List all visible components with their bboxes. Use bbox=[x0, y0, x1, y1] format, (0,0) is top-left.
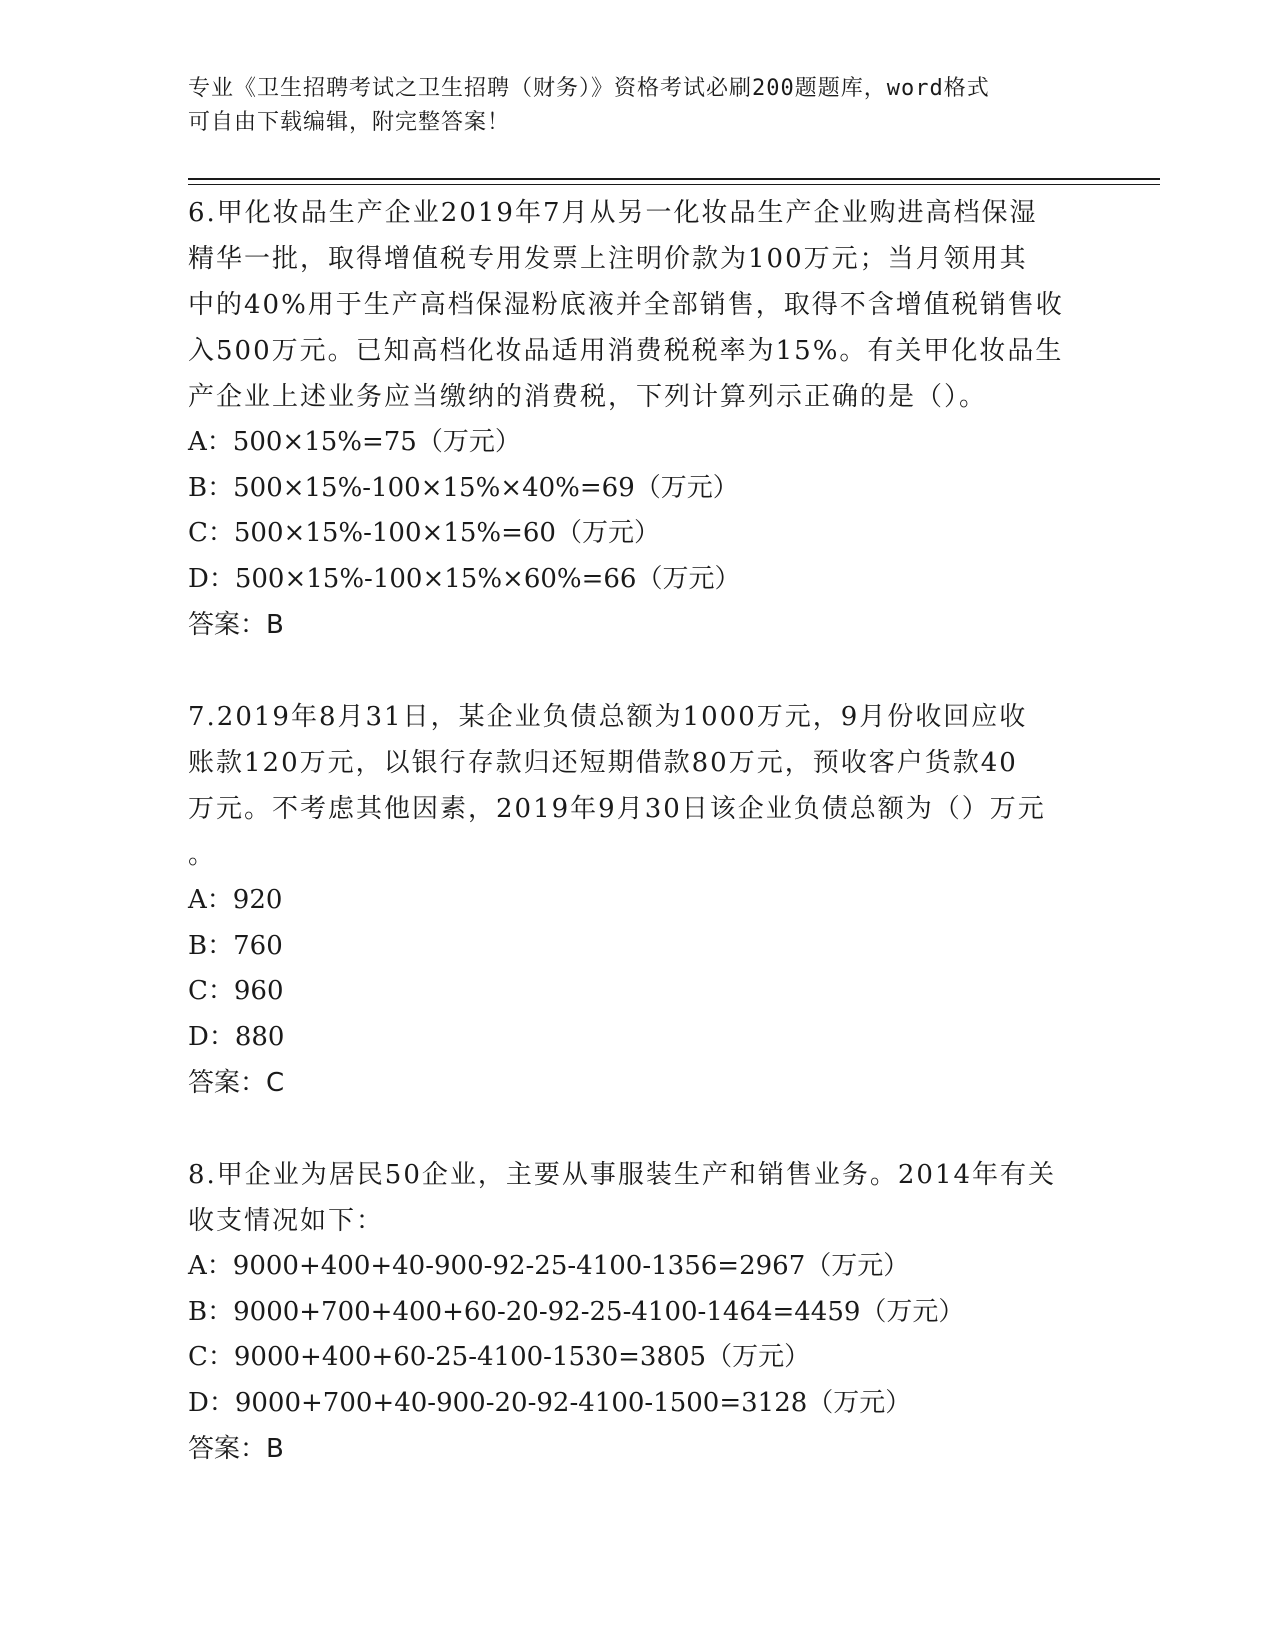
question-text-line: 7.2019年8月31日，某企业负债总额为1000万元，9月份收回应收 bbox=[188, 702, 1028, 732]
header-divider-thick bbox=[188, 178, 1160, 180]
question-text-line: 账款120万元，以银行存款归还短期借款80万元，预收客户货款40 bbox=[188, 748, 1018, 778]
header-divider-thin bbox=[188, 184, 1160, 185]
question-6 bbox=[188, 190, 1088, 648]
option-c: C：9000+400+60-25-4100-1530=3805（万元） bbox=[188, 1342, 811, 1372]
option-b: B：9000+700+400+60-20-92-25-4100-1464=4459（万元） bbox=[188, 1296, 965, 1327]
option-a: A：9000+400+40-900-92-25-4100-1356=2967（万元） bbox=[188, 1251, 910, 1281]
question-text-line: 中的40%用于生产高档保湿粉底液并全部销售，取得不含增值税销售收 bbox=[188, 290, 1064, 320]
option-a: A：920 bbox=[188, 885, 283, 915]
option-d: D：880 bbox=[188, 1021, 285, 1052]
document-header bbox=[188, 72, 1088, 140]
answer-label: 答案：C bbox=[188, 1068, 285, 1098]
answer-label: 答案：B bbox=[188, 610, 284, 640]
question-text-line: 8.甲企业为居民50企业，主要从事服装生产和销售业务。2014年有关 bbox=[188, 1160, 1057, 1190]
option-c: C：960 bbox=[188, 976, 284, 1006]
option-b: B：760 bbox=[188, 930, 283, 961]
question-text-line: 精华一批，取得增值税专用发票上注明价款为100万元；当月领用其 bbox=[188, 244, 1028, 274]
option-d: D：9000+700+40-900-20-92-4100-1500=3128（万元） bbox=[188, 1387, 912, 1418]
answer-label: 答案：B bbox=[188, 1434, 284, 1464]
option-a: A：500×15%=75（万元） bbox=[188, 427, 521, 457]
header-line-2: 可自由下载编辑，附完整答案！ bbox=[188, 110, 511, 135]
question-text-line: 万元。不考虑其他因素，2019年9月30日该企业负债总额为（）万元 bbox=[188, 794, 1046, 824]
question-list bbox=[188, 190, 1088, 1472]
question-text-line: 产企业上述业务应当缴纳的消费税，下列计算列示正确的是（）。 bbox=[188, 382, 988, 412]
question-text-line: 6.甲化妆品生产企业2019年7月从另一化妆品生产企业购进高档保湿 bbox=[188, 198, 1038, 228]
header-line-1: 专业《卫生招聘考试之卫生招聘（财务）》资格考试必刷200题题库，word格式 bbox=[188, 76, 990, 101]
question-text-line: 。 bbox=[188, 840, 217, 870]
question-8 bbox=[188, 1152, 1088, 1472]
question-7 bbox=[188, 694, 1088, 1106]
question-text-line: 入500万元。已知高档化妆品适用消费税税率为15%。有关甲化妆品生 bbox=[188, 336, 1064, 366]
option-d: D：500×15%-100×15%×60%=66（万元） bbox=[188, 563, 741, 594]
option-c: C：500×15%-100×15%=60（万元） bbox=[188, 518, 660, 548]
option-b: B：500×15%-100×15%×40%=69（万元） bbox=[188, 472, 739, 503]
question-text-line: 收支情况如下： bbox=[188, 1206, 385, 1236]
